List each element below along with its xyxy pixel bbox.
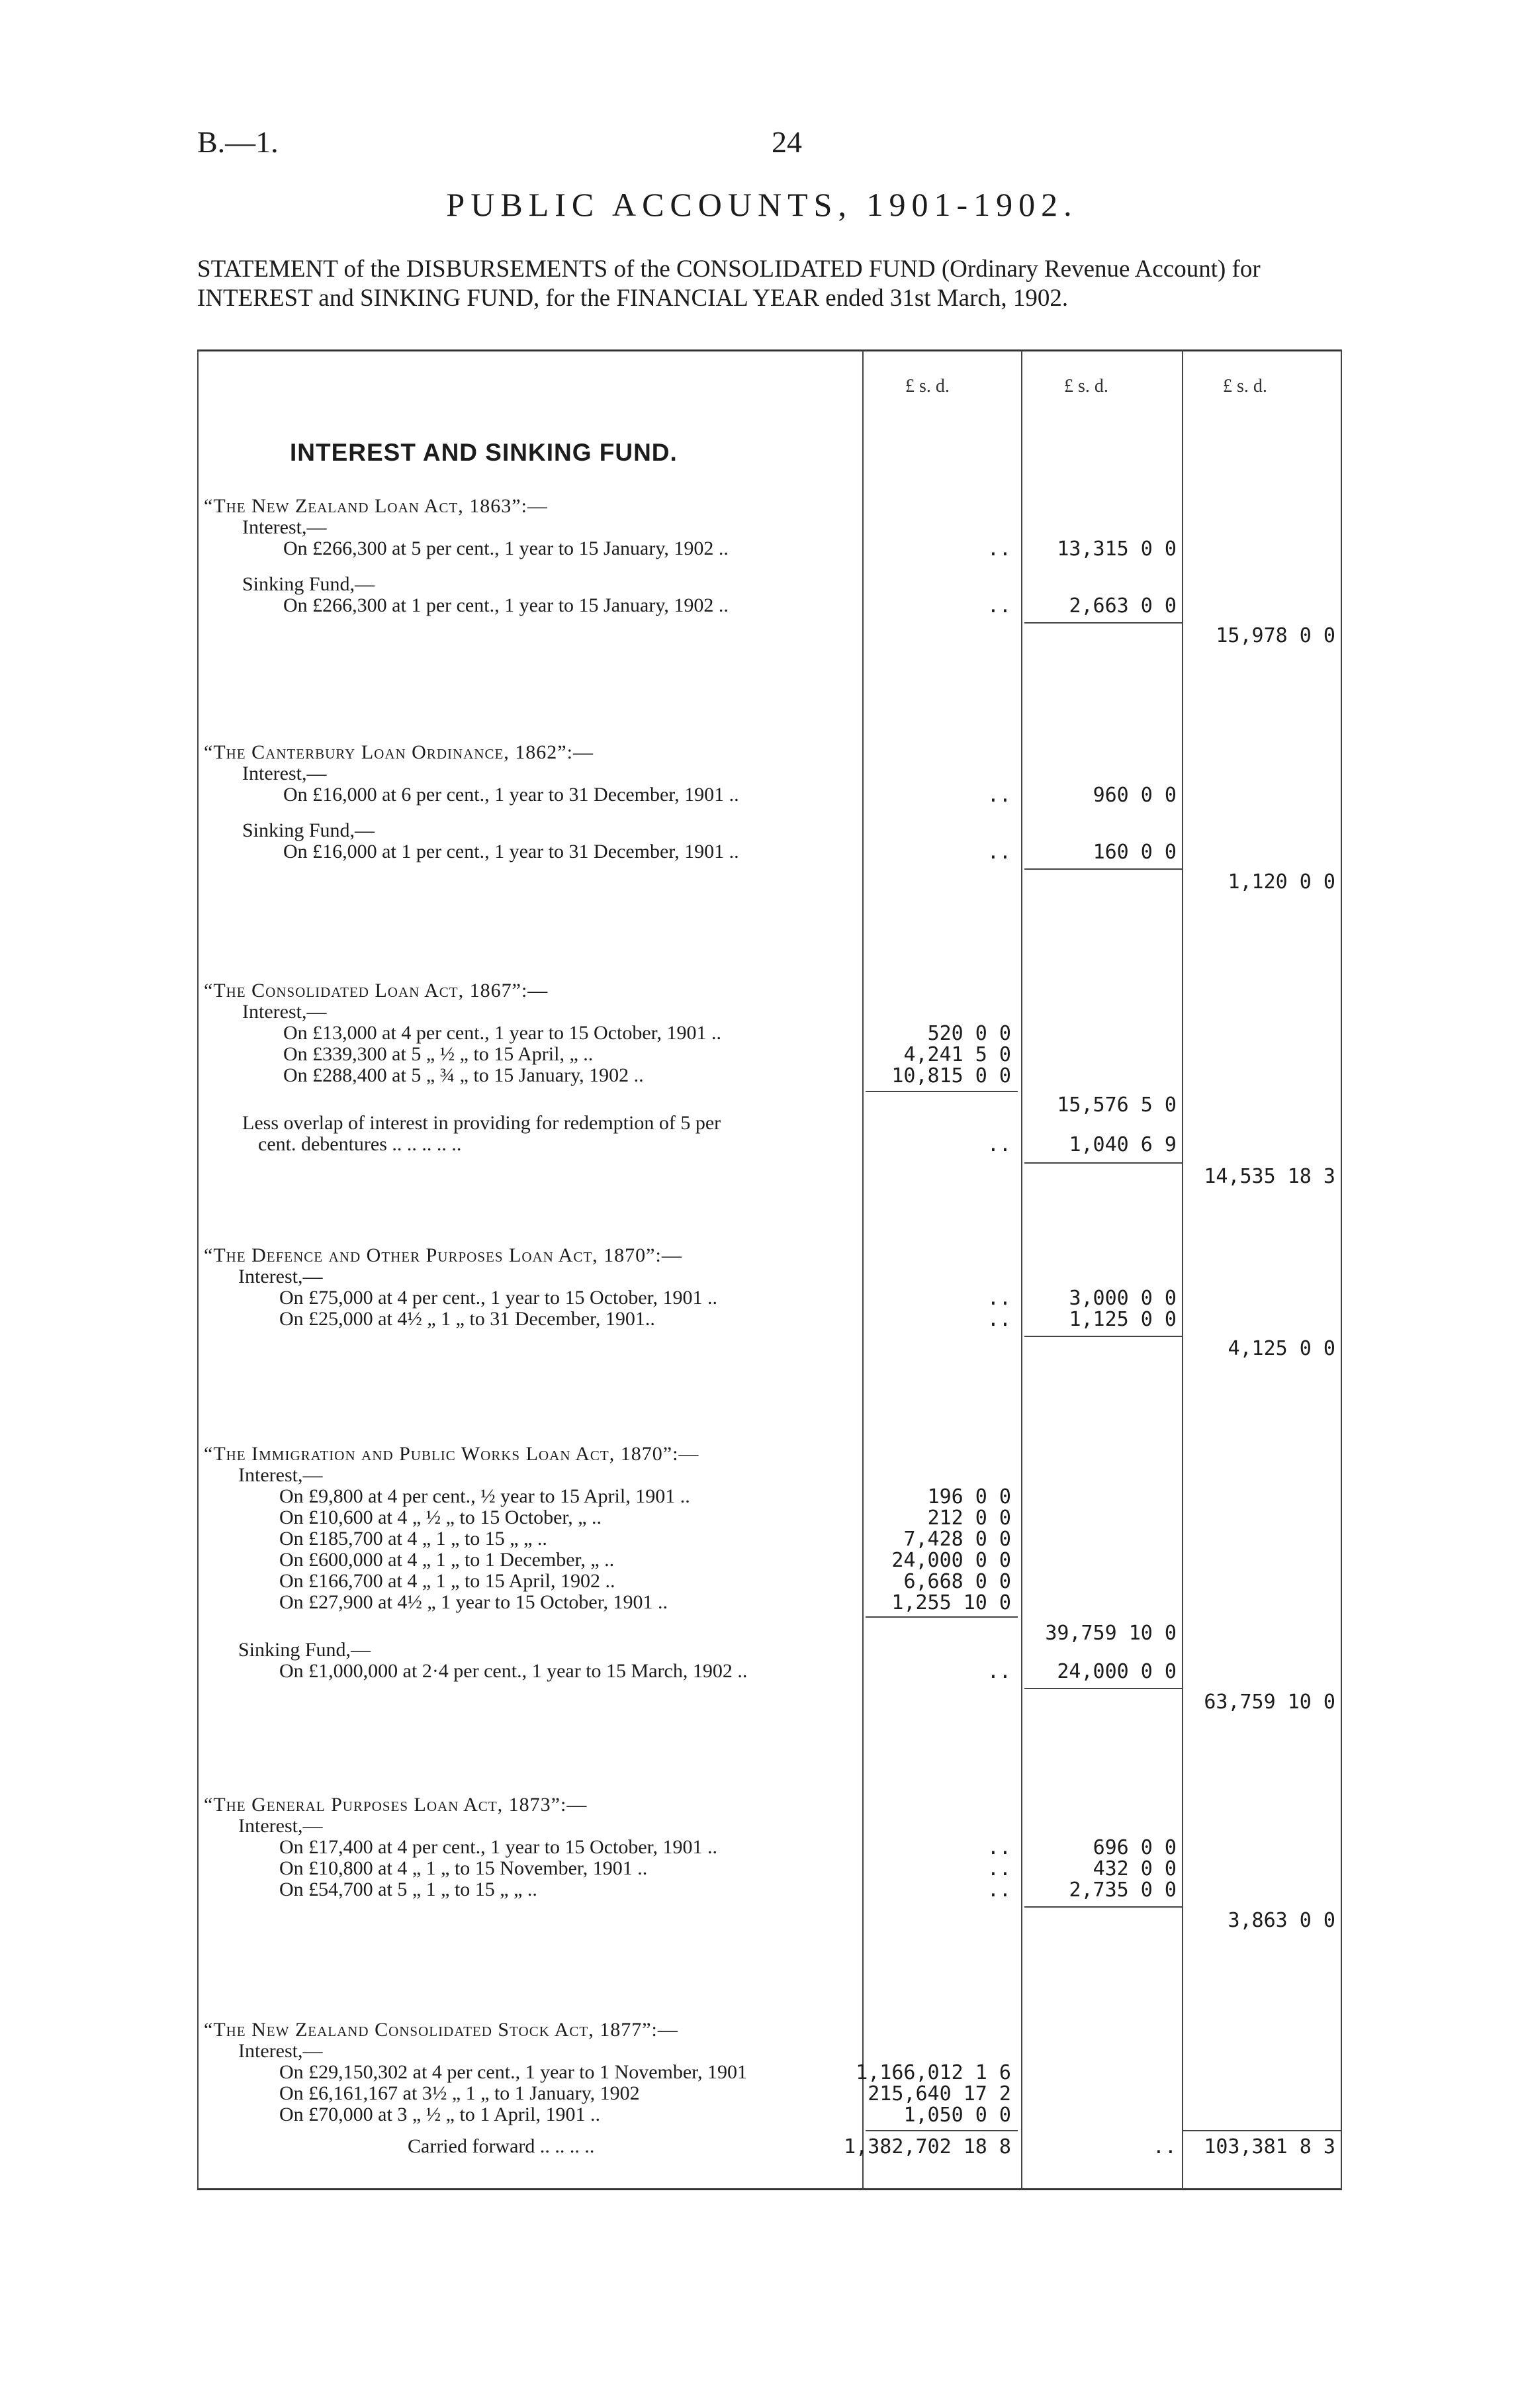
interest-label: Interest,— bbox=[242, 763, 327, 784]
carried-forward-label: Carried forward .. .. .. .. bbox=[408, 2135, 595, 2157]
table-row: On £29,150,302 at 4 per cent., 1 year to 1 November, 1901 bbox=[279, 2061, 747, 2083]
subtotal-rule bbox=[1183, 2130, 1342, 2131]
accounts-table bbox=[197, 349, 1342, 2190]
section-subtotal: 39,759 10 0 bbox=[1045, 1622, 1177, 1645]
row-c1: 1,166,012 1 6 bbox=[856, 2061, 1011, 2084]
sinking-c1: .. bbox=[987, 594, 1011, 618]
table-row: On £13,000 at 4 per cent., 1 year to 15 October, 1901 .. bbox=[283, 1022, 721, 1044]
row-c1: 10,815 0 0 bbox=[891, 1064, 1011, 1088]
table-row: On £10,800 at 4 „ 1 „ to 15 November, 1901 .. bbox=[279, 1857, 648, 1879]
subtotal-rule bbox=[1024, 1688, 1183, 1689]
table-row: On £166,700 at 4 „ 1 „ to 15 April, 1902 .. bbox=[279, 1570, 615, 1592]
sinking-row: On £266,300 at 1 per cent., 1 year to 15 January, 1902 .. bbox=[283, 594, 729, 616]
row-c2: 3,000 0 0 bbox=[1069, 1287, 1177, 1310]
table-row: On £600,000 at 4 „ 1 „ to 1 December, „ .. bbox=[279, 1549, 615, 1571]
sinking-c2: 24,000 0 0 bbox=[1057, 1660, 1177, 1683]
table-row: On £25,000 at 4½ „ 1 „ to 31 December, 1901.. bbox=[279, 1308, 655, 1330]
table-row: On £54,700 at 5 „ 1 „ to 15 „ „ .. bbox=[279, 1878, 537, 1900]
table-row: On £9,800 at 4 per cent., ½ year to 15 April, 1901 .. bbox=[279, 1485, 690, 1507]
overlap-line-2: cent. debentures .. .. .. .. .. bbox=[258, 1133, 462, 1155]
row-c1: 520 0 0 bbox=[927, 1022, 1011, 1045]
column-divider-2 bbox=[1021, 349, 1022, 2190]
sinking-label: Sinking Fund,— bbox=[242, 573, 375, 595]
subtotal-rule bbox=[866, 2130, 1018, 2131]
sinking-label: Sinking Fund,— bbox=[238, 1639, 371, 1661]
interest-row: On £16,000 at 6 per cent., 1 year to 31 December, 1901 .. bbox=[283, 784, 739, 806]
statement-heading: STATEMENT of the DISBURSEMENTS of the CONSOLIDATED FUND (Ordinary Revenue Account) for INTEREST and SINKING FUND, for the FINANCIAL YEAR ended 31st March, 1902. bbox=[197, 255, 1261, 312]
sinking-c1: .. bbox=[987, 1660, 1011, 1683]
interest-c1: .. bbox=[987, 537, 1011, 561]
subtotal-rule bbox=[1024, 868, 1183, 870]
interest-label: Interest,— bbox=[238, 1464, 323, 1486]
table-row: On £27,900 at 4½ „ 1 year to 15 October, 1901 .. bbox=[279, 1591, 668, 1613]
section-total: 3,863 0 0 bbox=[1228, 1909, 1335, 1932]
currency-header-3: £ s. d. bbox=[1223, 376, 1267, 396]
table-row: On £185,700 at 4 „ 1 „ to 15 „ „ .. bbox=[279, 1528, 547, 1550]
subtotal-rule bbox=[1024, 1162, 1183, 1164]
sinking-row: On £1,000,000 at 2·4 per cent., 1 year to 15 March, 1902 .. bbox=[279, 1660, 748, 1682]
row-c1: .. bbox=[987, 1878, 1011, 1902]
sinking-label: Sinking Fund,— bbox=[242, 819, 375, 841]
row-c2: 432 0 0 bbox=[1093, 1857, 1177, 1880]
subtotal-rule bbox=[1024, 1906, 1183, 1908]
carried-forward-c1: 1,382,702 18 8 bbox=[844, 2135, 1011, 2158]
table-row: On £75,000 at 4 per cent., 1 year to 15 October, 1901 .. bbox=[279, 1287, 717, 1309]
sinking-row: On £16,000 at 1 per cent., 1 year to 31 December, 1901 .. bbox=[283, 841, 739, 862]
subtotal-rule bbox=[1024, 1336, 1183, 1337]
section-total: 14,535 18 3 bbox=[1204, 1165, 1335, 1188]
row-c2: 696 0 0 bbox=[1093, 1836, 1177, 1859]
currency-header-2: £ s. d. bbox=[1064, 376, 1108, 396]
section-title: “The Consolidated Loan Act, 1867”:— bbox=[204, 980, 549, 1001]
subtotal-rule bbox=[1024, 622, 1183, 624]
section-total: 1,120 0 0 bbox=[1228, 870, 1335, 894]
interest-label: Interest,— bbox=[238, 1266, 323, 1287]
interest-label: Interest,— bbox=[242, 1001, 327, 1023]
overlap-c1: .. bbox=[987, 1133, 1011, 1156]
section-total: 4,125 0 0 bbox=[1228, 1337, 1335, 1360]
interest-c2: 13,315 0 0 bbox=[1057, 537, 1177, 561]
row-c1: .. bbox=[987, 1857, 1011, 1880]
table-row: On £70,000 at 3 „ ½ „ to 1 April, 1901 .. bbox=[279, 2104, 600, 2125]
table-top-rule bbox=[197, 349, 1342, 351]
currency-header-1: £ s. d. bbox=[905, 376, 950, 396]
carried-forward-c2: .. bbox=[1152, 2135, 1177, 2158]
left-border bbox=[197, 349, 199, 2190]
sinking-c2: 2,663 0 0 bbox=[1069, 594, 1177, 618]
table-row: On £6,161,167 at 3½ „ 1 „ to 1 January, 1902 bbox=[279, 2082, 640, 2104]
table-row: On £10,600 at 4 „ ½ „ to 15 October, „ .. bbox=[279, 1506, 602, 1528]
column-divider-1 bbox=[862, 349, 864, 2190]
section-title: “The Canterbury Loan Ordinance, 1862”:— bbox=[204, 741, 594, 763]
section-title: “The New Zealand Consolidated Stock Act, 1877”:— bbox=[204, 2019, 678, 2041]
row-c1: 1,255 10 0 bbox=[891, 1591, 1011, 1614]
section-total: 15,978 0 0 bbox=[1216, 624, 1335, 647]
right-border bbox=[1341, 349, 1342, 2190]
row-c2: 1,125 0 0 bbox=[1069, 1308, 1177, 1331]
interest-c2: 960 0 0 bbox=[1093, 784, 1177, 807]
table-row: On £17,400 at 4 per cent., 1 year to 15 October, 1901 .. bbox=[279, 1836, 717, 1858]
overlap-c2: 1,040 6 9 bbox=[1069, 1133, 1177, 1156]
interest-c1: .. bbox=[987, 784, 1011, 807]
overlap-line-1: Less overlap of interest in providing for redemption of 5 per bbox=[242, 1112, 721, 1134]
row-c2: 2,735 0 0 bbox=[1069, 1878, 1177, 1902]
subtotal-rule bbox=[866, 1091, 1018, 1092]
section-title: “The New Zealand Loan Act, 1863”:— bbox=[204, 495, 548, 517]
section-title: “The General Purposes Loan Act, 1873”:— bbox=[204, 1794, 588, 1816]
section-title: “The Defence and Other Purposes Loan Act, 1870”:— bbox=[204, 1244, 682, 1266]
row-c1: 196 0 0 bbox=[927, 1485, 1011, 1508]
row-c1: 215,640 17 2 bbox=[868, 2082, 1011, 2106]
sinking-c2: 160 0 0 bbox=[1093, 841, 1177, 864]
section-heading: INTEREST AND SINKING FUND. bbox=[290, 439, 678, 466]
column-divider-3 bbox=[1182, 349, 1183, 2190]
interest-label: Interest,— bbox=[238, 1815, 323, 1837]
interest-row: On £266,300 at 5 per cent., 1 year to 15 January, 1902 .. bbox=[283, 537, 729, 559]
page-number: 24 bbox=[772, 125, 802, 159]
interest-label: Interest,— bbox=[242, 516, 327, 538]
section-subtotal: 15,576 5 0 bbox=[1057, 1093, 1177, 1117]
sinking-c1: .. bbox=[987, 841, 1011, 864]
section-title: “The Immigration and Public Works Loan Act, 1870”:— bbox=[204, 1443, 699, 1465]
row-c1: 24,000 0 0 bbox=[891, 1549, 1011, 1572]
row-c1: 4,241 5 0 bbox=[903, 1043, 1011, 1066]
row-c1: .. bbox=[987, 1287, 1011, 1310]
row-c1: .. bbox=[987, 1308, 1011, 1331]
section-total: 63,759 10 0 bbox=[1204, 1690, 1335, 1714]
row-c1: .. bbox=[987, 1836, 1011, 1859]
subtotal-rule bbox=[866, 1616, 1018, 1618]
row-c1: 6,668 0 0 bbox=[903, 1570, 1011, 1593]
row-c1: 212 0 0 bbox=[927, 1506, 1011, 1530]
page-title: PUBLIC ACCOUNTS, 1901-1902. bbox=[446, 186, 1078, 223]
row-c1: 7,428 0 0 bbox=[903, 1528, 1011, 1551]
carried-forward-c3: 103,381 8 3 bbox=[1204, 2135, 1335, 2158]
document-reference: B.—1. bbox=[197, 125, 279, 159]
row-c1: 1,050 0 0 bbox=[903, 2104, 1011, 2127]
table-row: On £339,300 at 5 „ ½ „ to 15 April, „ .. bbox=[283, 1043, 594, 1065]
table-row: On £288,400 at 5 „ ¾ „ to 15 January, 1902 .. bbox=[283, 1064, 644, 1086]
interest-label: Interest,— bbox=[238, 2040, 323, 2062]
table-bottom-rule bbox=[197, 2188, 1342, 2190]
